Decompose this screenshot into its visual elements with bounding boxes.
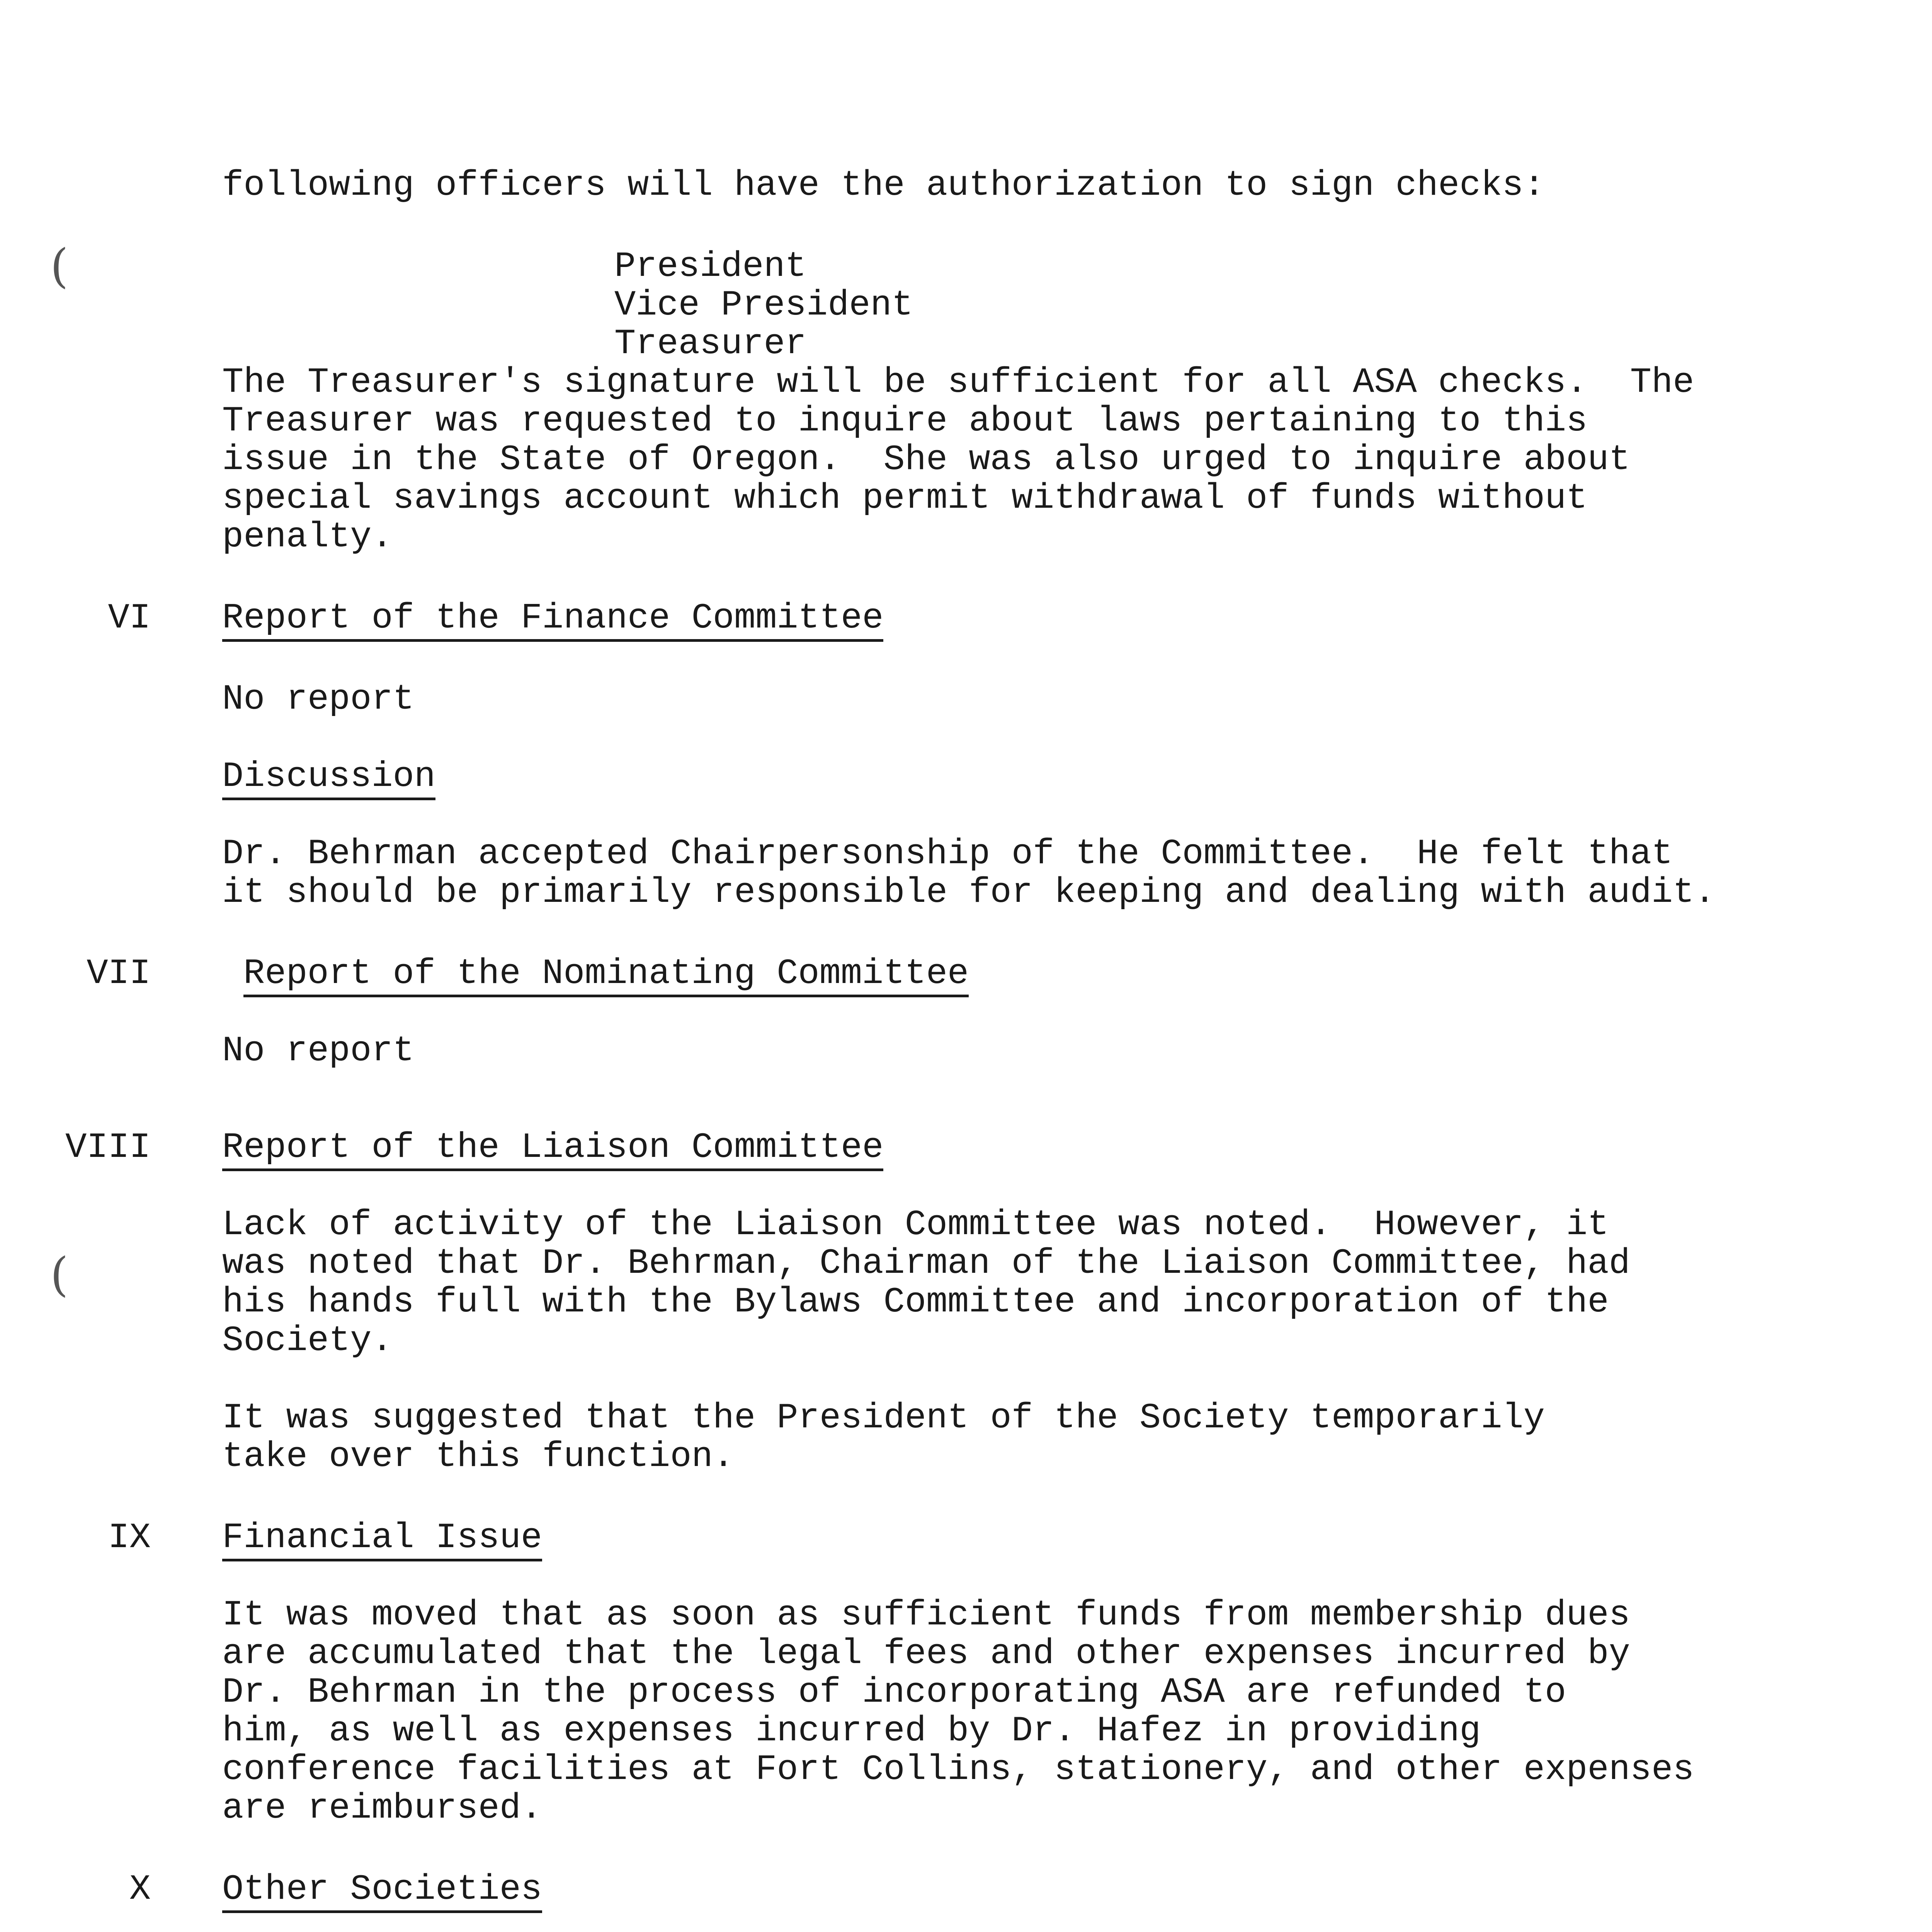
section-heading-financial-issue: Financial Issue	[222, 1519, 542, 1561]
officer-item: Treasurer	[614, 323, 806, 364]
subheading-discussion: Discussion	[222, 757, 435, 800]
text-line: penalty.	[222, 517, 393, 557]
text-line: Dr. Behrman in the process of incorporating ASA are refunded to	[222, 1672, 1566, 1713]
text-line: his hands full with the Bylaws Committee and incorporation of the	[222, 1282, 1609, 1322]
text-line: Society.	[222, 1320, 393, 1361]
text-line: Lack of activity of the Liaison Committee was noted. However, it	[222, 1204, 1609, 1245]
section-heading-other-societies: Other Societies	[222, 1870, 542, 1913]
text-line: special savings account which permit withdrawal of funds without	[222, 478, 1588, 519]
text-line: are accumulated that the legal fees and other expenses incurred by	[222, 1633, 1630, 1674]
section-number-ix: IX	[108, 1517, 151, 1558]
punch-hole-mark-middle: (	[50, 1248, 68, 1302]
section-number-viii: VIII	[65, 1127, 151, 1168]
text-line: It was moved that as soon as sufficient funds from membership dues	[222, 1595, 1630, 1635]
text-line: issue in the State of Oregon. She was also urged to inquire about	[222, 439, 1630, 480]
text-line: was noted that Dr. Behrman, Chairman of the Liaison Committee, had	[222, 1243, 1630, 1284]
text-line: him, as well as expenses incurred by Dr. Hafez in providing	[222, 1711, 1481, 1751]
section-heading-finance-committee: Report of the Finance Committee	[222, 599, 883, 642]
section-number-vi: VI	[108, 598, 151, 638]
intro-line: following officers will have the authorization to sign checks:	[222, 165, 1545, 206]
section-number-vii: VII	[87, 953, 151, 994]
section-heading-liaison-committee: Report of the Liaison Committee	[222, 1128, 883, 1171]
section-heading-nominating-committee: Report of the Nominating Committee	[243, 954, 969, 997]
text-line: Dr. Behrman accepted Chairpersonship of the Committee. He felt that	[222, 833, 1673, 874]
text-line: are reimbursed.	[222, 1788, 543, 1828]
nominating-no-report: No report	[222, 1031, 414, 1071]
text-line: The Treasurer's signature will be sufficient for all ASA checks. The	[222, 362, 1694, 403]
section-number-x: X	[129, 1869, 151, 1910]
text-line: it should be primarily responsible for keeping and dealing with audit.	[222, 872, 1716, 913]
finance-no-report: No report	[222, 679, 414, 719]
punch-hole-mark-top: (	[50, 240, 68, 293]
officer-item: President	[614, 246, 806, 287]
text-line: It was suggested that the President of the Society temporarily	[222, 1398, 1545, 1438]
officer-item: Vice President	[614, 285, 913, 325]
text-line: take over this function.	[222, 1436, 735, 1477]
text-line: conference facilities at Fort Collins, stationery, and other expenses	[222, 1749, 1694, 1790]
text-line: Treasurer was requested to inquire about laws pertaining to this	[222, 401, 1588, 441]
